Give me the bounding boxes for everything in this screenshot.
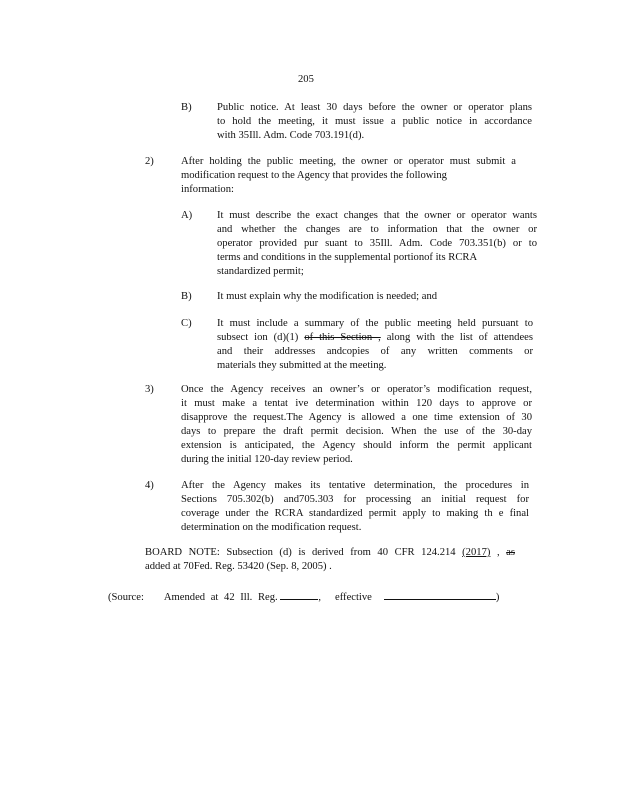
- source-open: (Source:: [108, 592, 144, 603]
- text-line: [217, 331, 533, 345]
- text-line: operator provided pur suant to 35Ill. Adm. Code 703.351(b) or to: [217, 238, 537, 249]
- source-close: ): [495, 592, 500, 603]
- text-line: It must explain why the modification is needed; and: [217, 291, 438, 302]
- text-span: ,: [490, 547, 507, 558]
- text-line: during the initial 120-day review period.: [181, 454, 353, 465]
- item-label-2a: A): [181, 210, 193, 221]
- inserted-text: (2017): [462, 547, 491, 558]
- board-note: [145, 546, 515, 574]
- text-line: Public notice. At least 30 days before the owner or operator plans: [217, 102, 532, 113]
- register-blank: [280, 588, 318, 600]
- text-span: subsect ion (d)(1): [217, 332, 299, 343]
- text-span: along with the list of attendees: [386, 332, 533, 343]
- text-line: Sections 705.302(b) and705.303 for processing an initial request for: [181, 494, 529, 505]
- item-label-2: 2): [145, 156, 154, 167]
- paragraph-item-2a: [217, 209, 537, 279]
- source-effective: effective: [335, 592, 372, 603]
- text-line: and their addresses andcopies of any written comments or: [217, 346, 533, 357]
- text-line: to hold the meeting, it must issue a public notice in accordance: [217, 116, 532, 127]
- paragraph-item-3: [181, 383, 532, 467]
- item-label-2b: B): [181, 291, 192, 302]
- item-label-b-notice: B): [181, 102, 192, 113]
- text-line: extension is anticipated, the Agency should inform the permit applicant: [181, 440, 532, 451]
- text-line: It must describe the exact changes that the owner or operator wants: [217, 210, 537, 221]
- source-amended: Amended at 42 Ill. Reg.: [163, 592, 278, 603]
- text-line: days to prepare the draft permit decision. When the use of the 30-day: [181, 426, 532, 437]
- text-line: It must include a summary of the public meeting held pursuant to: [217, 318, 533, 329]
- source-comma: ,: [318, 592, 321, 603]
- paragraph-item-4: [181, 479, 529, 535]
- text-line: determination on the modification request.: [181, 522, 362, 533]
- paragraph-public-notice: [217, 101, 532, 143]
- text-line: terms and conditions in the supplemental portionof its RCRA: [217, 252, 478, 263]
- text-line: disapprove the request.The Agency is allowed a one time extension of 30: [181, 412, 532, 423]
- item-label-3: 3): [145, 384, 154, 395]
- text-span: BOARD NOTE: Subsection (d) is derived from 40 CFR 124.214: [145, 547, 456, 558]
- text-line: materials they submitted at the meeting.: [217, 360, 387, 371]
- paragraph-item-2c: [217, 317, 533, 373]
- text-line: Once the Agency receives an owner’s or operator’s modification request,: [181, 384, 532, 395]
- text-line: standardized permit;: [217, 266, 304, 277]
- text-line: with 35Ill. Adm. Code 703.191(d).: [217, 130, 365, 141]
- item-label-2c: C): [181, 318, 192, 329]
- effective-date-blank: [384, 588, 496, 600]
- paragraph-item-2: [181, 155, 516, 197]
- text-line: added at 70Fed. Reg. 53420 (Sep. 8, 2005) .: [145, 561, 332, 572]
- text-line: information:: [181, 184, 234, 195]
- deleted-text: of this Section ,: [304, 332, 381, 343]
- text-line: modification request to the Agency that provides the following: [181, 170, 447, 181]
- text-line: After holding the public meeting, the owner or operator must submit a: [181, 156, 516, 167]
- paragraph-item-2b: [217, 290, 467, 304]
- text-line: After the Agency makes its tentative determination, the procedures in: [181, 480, 529, 491]
- text-line: it must make a tentat ive determination within 120 days to approve or: [181, 398, 532, 409]
- text-line: coverage under the RCRA standardized permit apply to making th e final: [181, 508, 529, 519]
- item-label-4: 4): [145, 480, 154, 491]
- source-line: [108, 588, 499, 605]
- page-number: 205: [298, 74, 314, 85]
- text-line: and whether the changes are to information that the owner or: [217, 224, 537, 235]
- text-line: [145, 546, 515, 560]
- deleted-text: as: [506, 547, 515, 558]
